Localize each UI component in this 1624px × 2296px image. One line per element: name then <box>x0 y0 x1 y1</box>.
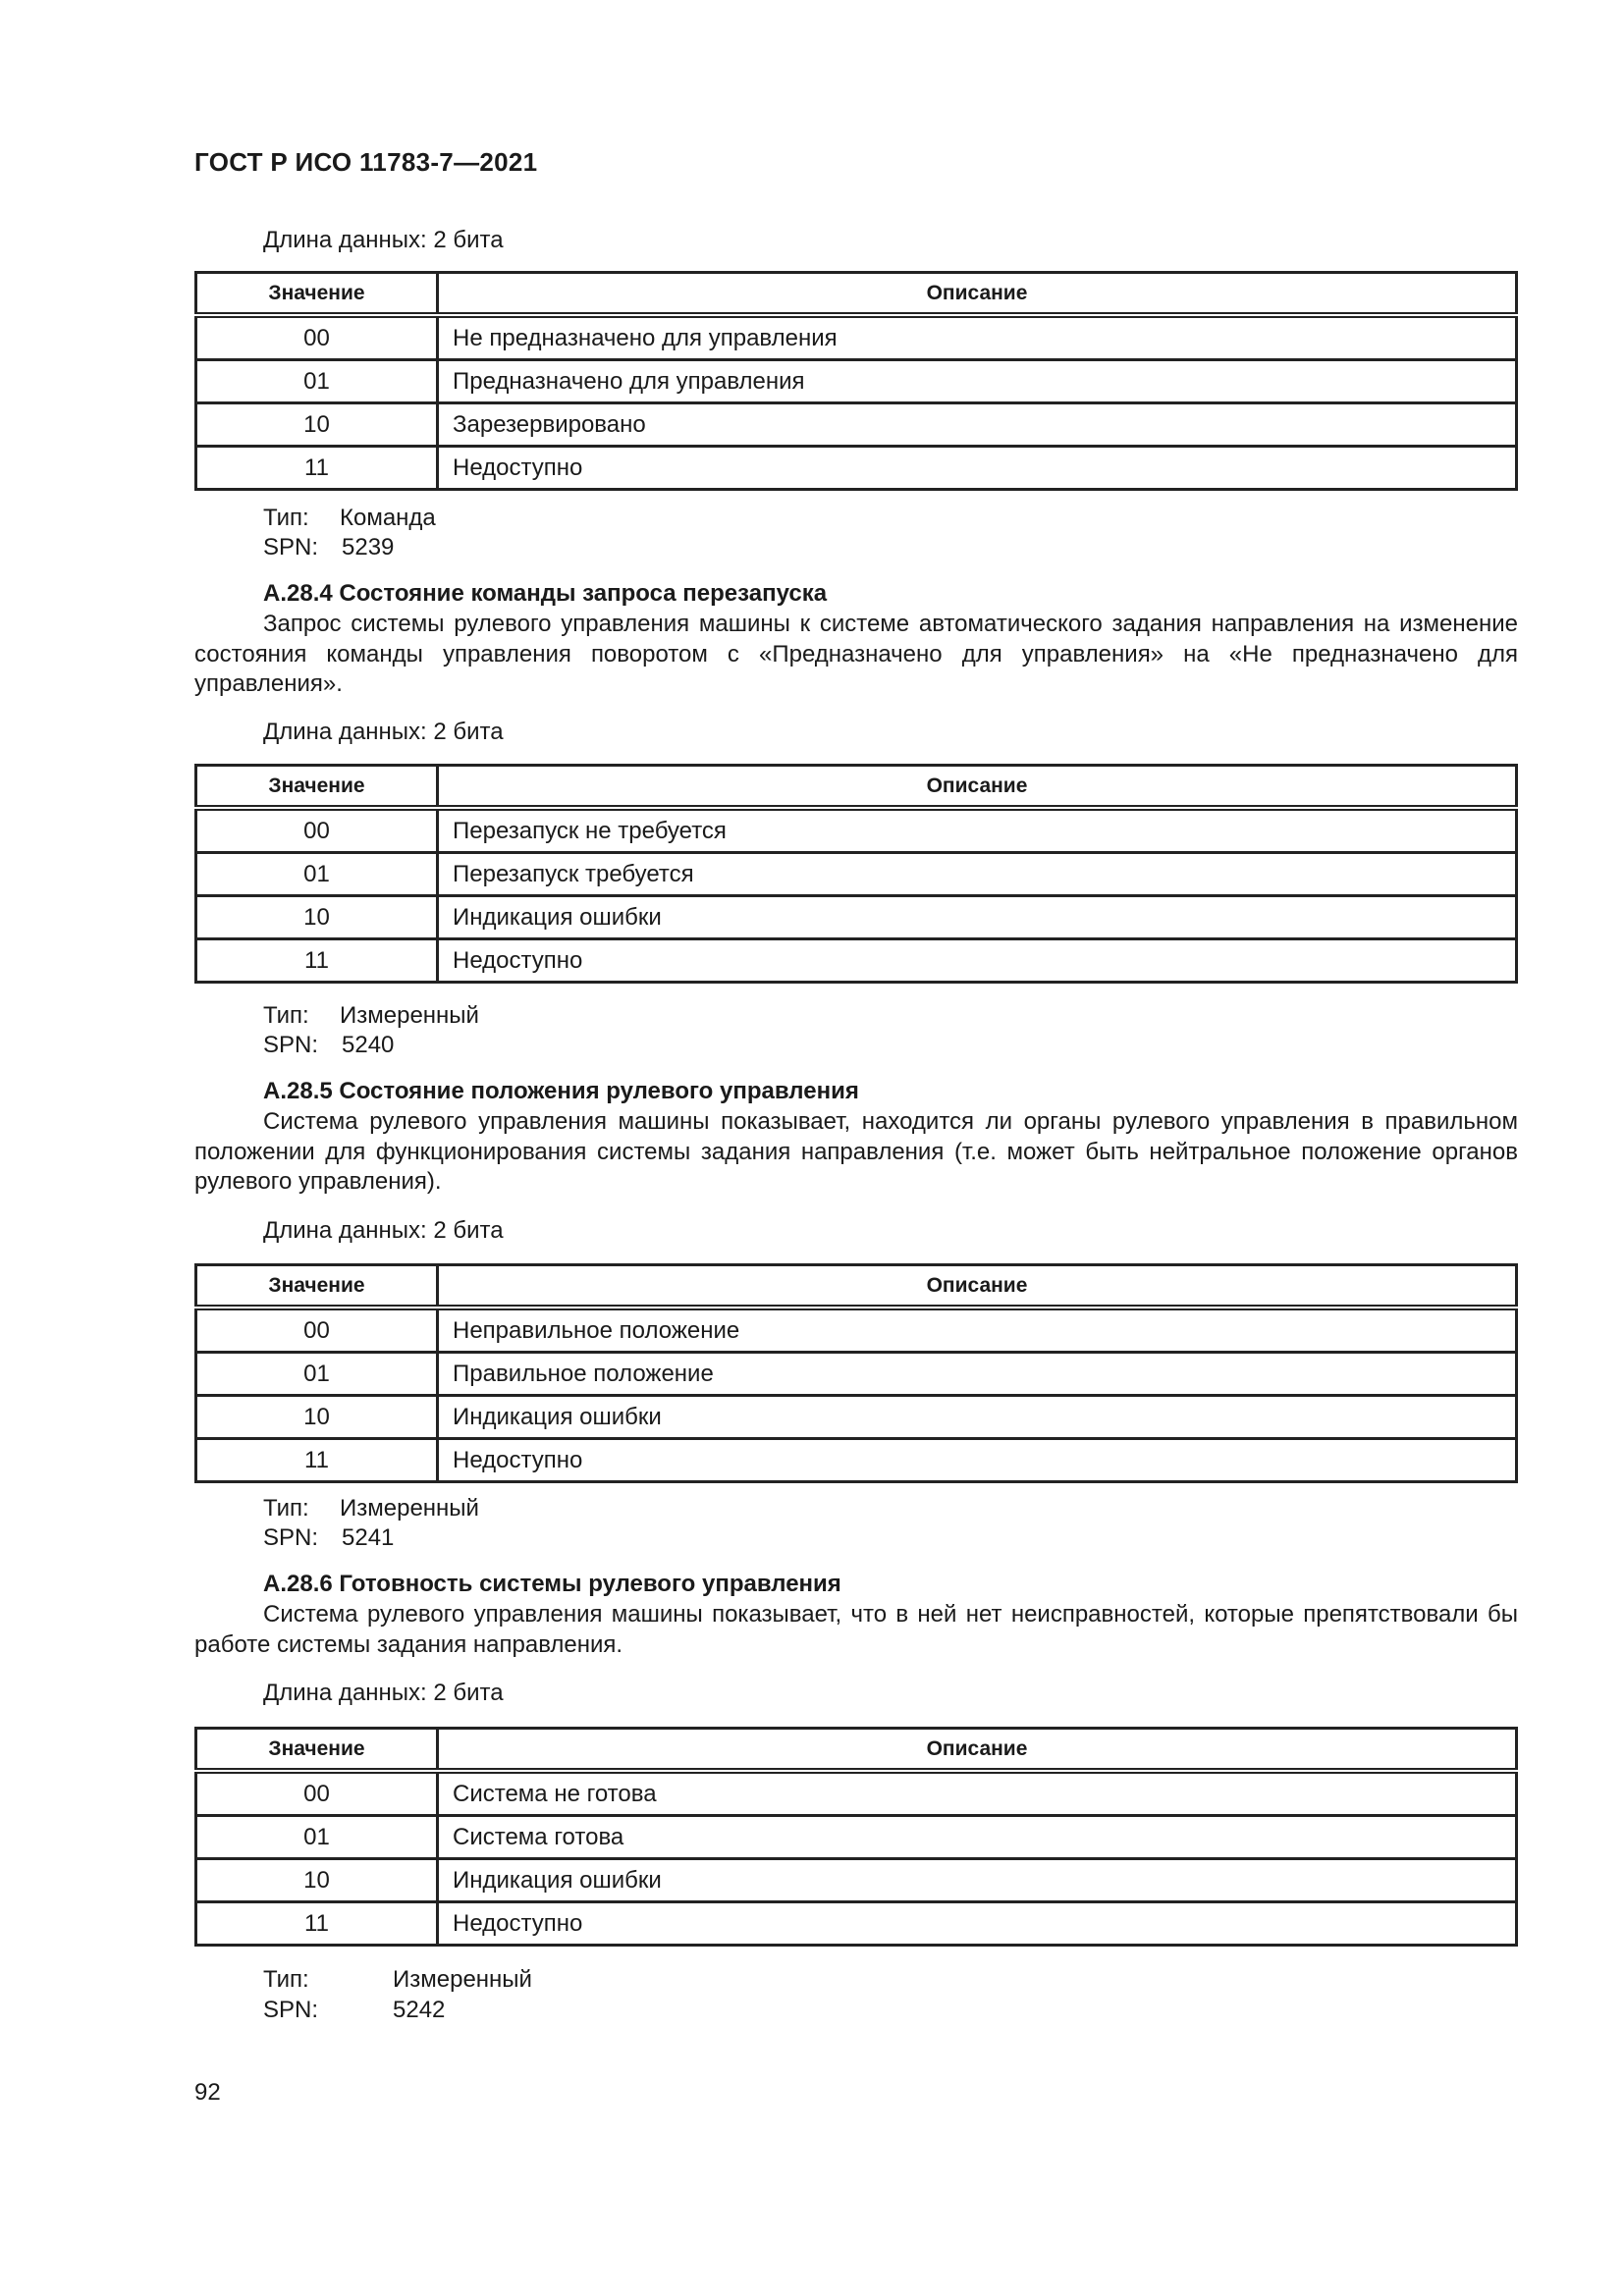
table-row <box>196 403 1517 447</box>
table-header-row <box>196 766 1517 809</box>
description-cell: Индикация ошибки <box>438 1396 1517 1439</box>
table-row <box>196 1902 1517 1946</box>
spn-value: 5240 <box>342 1032 395 1058</box>
type-value: Команда <box>340 505 436 531</box>
type-label: Тип: <box>263 1002 309 1029</box>
type-value: Измеренный <box>340 1002 479 1029</box>
document-header: ГОСТ Р ИСО 11783-7—2021 <box>194 147 538 177</box>
spn-line <box>263 1996 445 2025</box>
value-cell: 01 <box>196 1353 438 1396</box>
table-row <box>196 1439 1517 1482</box>
description-cell: Индикация ошибки <box>438 1859 1517 1902</box>
value-table <box>194 764 1518 984</box>
column-header-description: Описание <box>438 1265 1517 1308</box>
spn-label: SPN: <box>263 1524 319 1551</box>
type-line <box>263 1965 532 1995</box>
description-cell: Недоступно <box>438 447 1517 490</box>
spn-value: 5241 <box>342 1524 395 1551</box>
table-row <box>196 447 1517 490</box>
description-cell: Недоступно <box>438 1439 1517 1482</box>
section-paragraph: Система рулевого управления машины показывает, что в ней нет неисправностей, которые препятствовали бы работе системы задания направления. <box>194 1601 1518 1658</box>
value-cell: 11 <box>196 1902 438 1946</box>
data-length-label: Длина данных: 2 бита <box>263 1680 504 1706</box>
type-line <box>263 1494 479 1523</box>
data-length-label: Длина данных: 2 бита <box>263 719 504 745</box>
spn-line <box>263 1031 394 1060</box>
spn-line <box>263 1523 394 1553</box>
table-row <box>196 1771 1517 1816</box>
type-label: Тип: <box>263 1966 309 1993</box>
value-cell: 00 <box>196 1308 438 1353</box>
table-row <box>196 1308 1517 1353</box>
value-table <box>194 1263 1518 1483</box>
column-header-description: Описание <box>438 766 1517 809</box>
spn-value: 5239 <box>342 534 395 561</box>
table-row <box>196 360 1517 403</box>
data-length-label: Длина данных: 2 бита <box>263 227 504 253</box>
table-row <box>196 939 1517 983</box>
description-cell: Неправильное положение <box>438 1308 1517 1353</box>
value-cell: 11 <box>196 939 438 983</box>
column-header-value: Значение <box>196 1729 438 1772</box>
type-value: Измеренный <box>393 1966 532 1993</box>
spn-label: SPN: <box>263 1032 319 1058</box>
value-cell: 11 <box>196 1439 438 1482</box>
section-heading: А.28.4 Состояние команды запроса перезапуска <box>263 580 828 607</box>
column-header-description: Описание <box>438 273 1517 316</box>
value-cell: 00 <box>196 808 438 853</box>
type-value: Измеренный <box>340 1495 479 1522</box>
spn-label: SPN: <box>263 1997 319 2023</box>
value-cell: 01 <box>196 1816 438 1859</box>
value-table <box>194 1727 1518 1947</box>
value-cell: 11 <box>196 447 438 490</box>
column-header-value: Значение <box>196 1265 438 1308</box>
table-row <box>196 1816 1517 1859</box>
type-label: Тип: <box>263 1495 309 1522</box>
column-header-value: Значение <box>196 273 438 316</box>
table-row <box>196 1396 1517 1439</box>
type-line <box>263 504 436 533</box>
table-row <box>196 1353 1517 1396</box>
value-cell: 00 <box>196 1771 438 1816</box>
description-cell: Перезапуск требуется <box>438 853 1517 896</box>
description-cell: Перезапуск не требуется <box>438 808 1517 853</box>
description-cell: Недоступно <box>438 939 1517 983</box>
value-cell: 01 <box>196 853 438 896</box>
column-header-value: Значение <box>196 766 438 809</box>
value-table <box>194 271 1518 491</box>
table-header-row <box>196 1729 1517 1772</box>
spn-label: SPN: <box>263 534 319 561</box>
section-heading: А.28.5 Состояние положения рулевого управления <box>263 1078 859 1104</box>
value-cell: 10 <box>196 403 438 447</box>
section-paragraph: Запрос системы рулевого управления машины к системе автоматического задания направления на изменение состояния команды управления поворотом с «Предназначено для управления» на «Не предназначено для управления». <box>194 611 1518 697</box>
description-cell: Зарезервировано <box>438 403 1517 447</box>
table-row <box>196 896 1517 939</box>
value-cell: 01 <box>196 360 438 403</box>
value-cell: 10 <box>196 1859 438 1902</box>
type-line <box>263 1001 479 1031</box>
spn-line <box>263 533 394 562</box>
description-cell: Индикация ошибки <box>438 896 1517 939</box>
table-header-row <box>196 1265 1517 1308</box>
value-cell: 00 <box>196 315 438 360</box>
description-cell: Предназначено для управления <box>438 360 1517 403</box>
data-length-label: Длина данных: 2 бита <box>263 1217 504 1244</box>
section-heading: А.28.6 Готовность системы рулевого управления <box>263 1571 841 1597</box>
description-cell: Система не готова <box>438 1771 1517 1816</box>
table-header-row <box>196 273 1517 316</box>
type-label: Тип: <box>263 505 309 531</box>
table-row <box>196 808 1517 853</box>
section-paragraph: Система рулевого управления машины показывает, находится ли органы рулевого управления в правильном положении для функционирования системы задания направления (т.е. может быть нейтральное положение органов рулевого управления). <box>194 1108 1518 1195</box>
description-cell: Система готова <box>438 1816 1517 1859</box>
table-row <box>196 853 1517 896</box>
description-cell: Не предназначено для управления <box>438 315 1517 360</box>
table-row <box>196 1859 1517 1902</box>
page-number: 92 <box>194 2079 221 2106</box>
spn-value: 5242 <box>393 1997 446 2023</box>
description-cell: Правильное положение <box>438 1353 1517 1396</box>
column-header-description: Описание <box>438 1729 1517 1772</box>
table-row <box>196 315 1517 360</box>
description-cell: Недоступно <box>438 1902 1517 1946</box>
value-cell: 10 <box>196 1396 438 1439</box>
value-cell: 10 <box>196 896 438 939</box>
